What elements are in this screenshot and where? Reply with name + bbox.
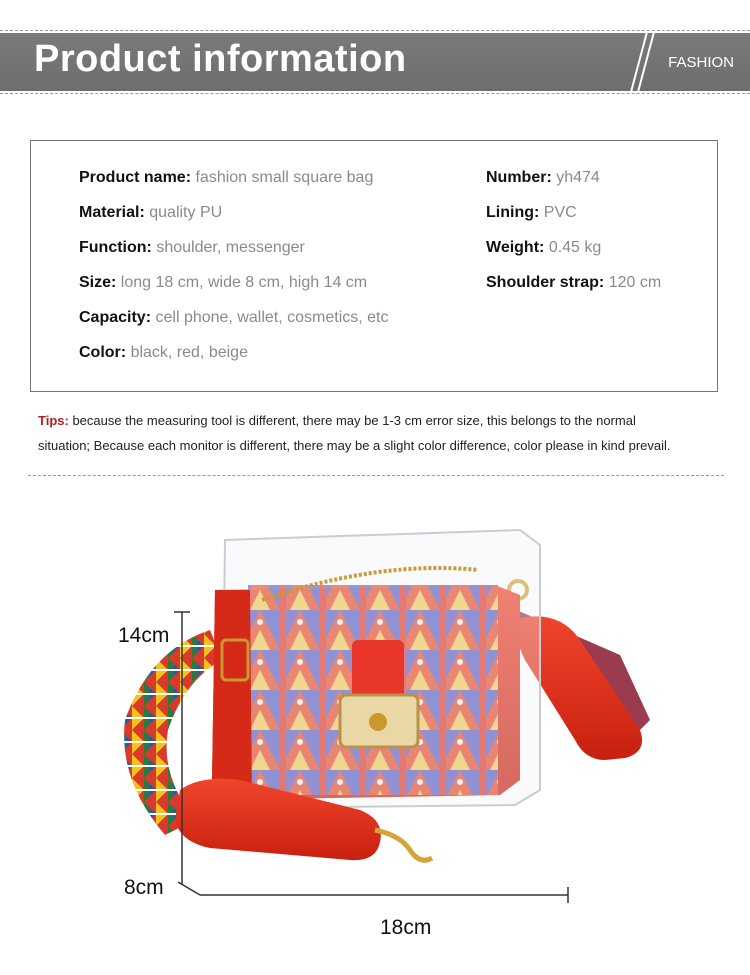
tips-label: Tips:: [38, 413, 69, 428]
info-value: fashion small square bag: [195, 169, 374, 186]
info-row-capacity: [79, 309, 388, 327]
tips-note: [38, 408, 728, 458]
banner-slash-decoration: [625, 30, 655, 94]
fashion-tag: FASHION: [668, 54, 734, 71]
info-row-color: [79, 344, 248, 362]
info-label: Number:: [486, 169, 552, 186]
info-label: Color:: [79, 344, 127, 361]
info-label: Product name:: [79, 169, 192, 186]
tips-line-1: [38, 408, 728, 433]
tips-text-1: because the measuring tool is different, there may be 1-3 cm error size, this belongs to the normal: [72, 413, 636, 428]
info-label: Function:: [79, 239, 152, 256]
info-value: quality PU: [149, 204, 223, 221]
info-value: 120 cm: [608, 274, 662, 291]
info-value: yh474: [556, 169, 600, 186]
info-label: Weight:: [486, 239, 545, 256]
info-label: Lining:: [486, 204, 540, 221]
info-value: cell phone, wallet, cosmetics, etc: [155, 309, 389, 326]
info-label: Size:: [79, 274, 117, 291]
info-value: 0.45 kg: [548, 239, 602, 256]
info-value: shoulder, messenger: [156, 239, 305, 256]
info-row-product-name: [79, 169, 373, 187]
dim-label-width: 8cm: [124, 876, 164, 899]
info-label: Shoulder strap:: [486, 274, 605, 291]
product-info-box: [30, 140, 718, 392]
info-value: long 18 cm, wide 8 cm, high 14 cm: [120, 274, 368, 291]
info-row-material: [79, 204, 222, 222]
info-row-size: [79, 274, 367, 292]
bag-clasp-button: [369, 713, 387, 731]
info-row-function: [79, 239, 305, 257]
tips-line-2: situation; Because each monitor is different, there may be a slight color difference, color please in kind prevail.: [38, 438, 671, 453]
info-value: PVC: [543, 204, 577, 221]
header-banner: [0, 30, 750, 94]
page-title: Product information: [34, 38, 407, 80]
section-divider: [28, 475, 724, 476]
dim-label-height: 14cm: [118, 624, 170, 647]
info-row-lining: [486, 204, 577, 222]
banner-bottom-divider: [0, 93, 750, 94]
product-image: [0, 490, 750, 970]
info-label: Capacity:: [79, 309, 152, 326]
info-label: Material:: [79, 204, 145, 221]
bag-illustration: [0, 490, 750, 970]
bag-side-panel: [212, 590, 252, 800]
dim-line-width: [178, 882, 200, 895]
dim-label-length: 18cm: [380, 916, 432, 939]
gold-hook: [375, 830, 432, 860]
info-row-weight: [486, 239, 601, 257]
info-row-number: [486, 169, 600, 187]
info-value: black, red, beige: [130, 344, 248, 361]
info-row-shoulder-strap: [486, 274, 661, 292]
